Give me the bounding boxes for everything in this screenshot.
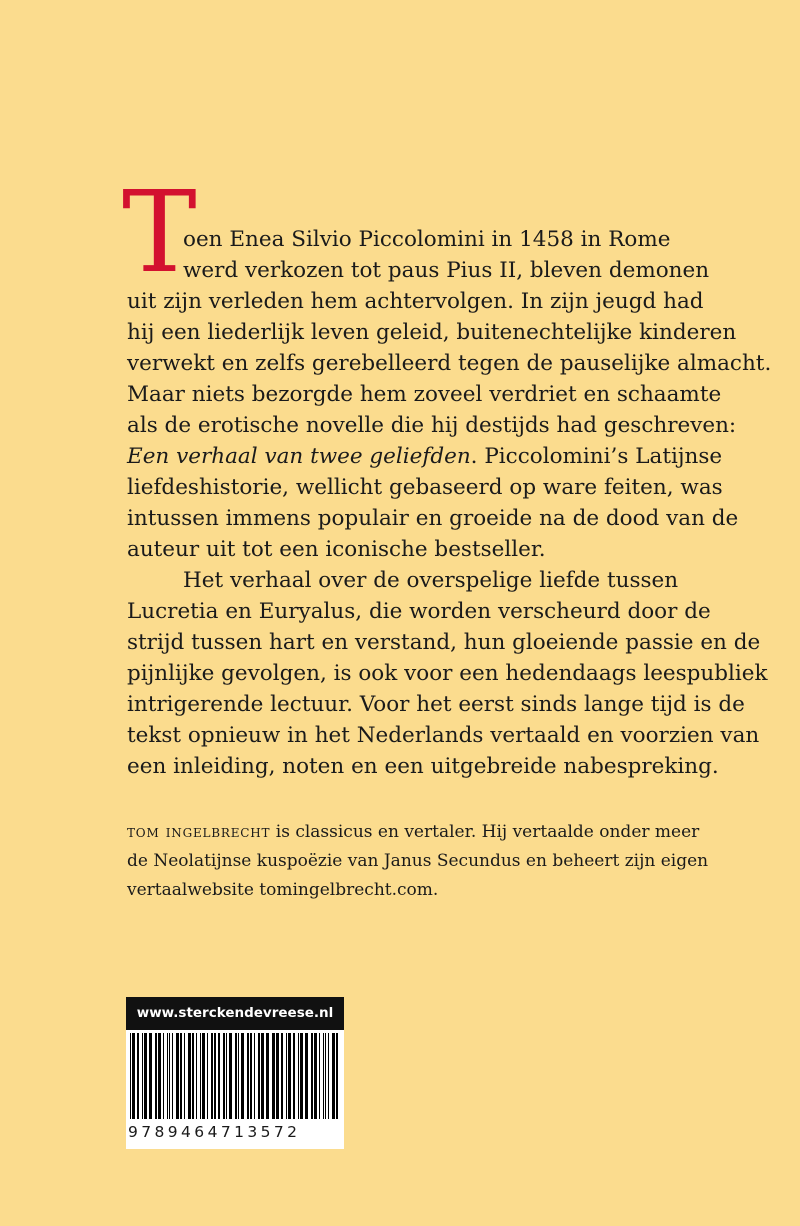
barcode-bar	[172, 1033, 173, 1119]
barcode-bar	[158, 1033, 161, 1119]
barcode-bars	[126, 1033, 344, 1121]
barcode-bar	[188, 1033, 191, 1119]
barcode-bar	[241, 1033, 244, 1119]
blurb-line: oen Enea Silvio Piccolomini in 1458 in Rome	[183, 227, 671, 252]
barcode-bar	[132, 1033, 135, 1119]
barcode-bar	[238, 1033, 239, 1119]
blurb-line: uit zijn verleden hem achtervolgen. In zijn jeugd had	[127, 289, 704, 314]
barcode-bar	[192, 1033, 194, 1119]
barcode-bar	[211, 1033, 213, 1119]
barcode-bar	[298, 1033, 299, 1119]
blurb-line: een inleiding, noten en een uitgebreide nabespreking.	[127, 754, 719, 779]
barcode-bar	[167, 1033, 168, 1119]
barcode-bar	[286, 1033, 287, 1119]
barcode-bar	[169, 1033, 170, 1119]
barcode-bar	[130, 1033, 131, 1119]
barcode-bar	[200, 1033, 201, 1119]
barcode-bar	[207, 1033, 208, 1119]
barcode-bar	[250, 1033, 252, 1119]
barcode-bar	[218, 1033, 220, 1119]
blurb-line: verwekt en zelfs gerebelleerd tegen de pauselijke almacht.	[127, 351, 772, 376]
blurb-line-rest: . Piccolomini’s Latijnse	[470, 444, 723, 469]
barcode-bar	[336, 1033, 338, 1119]
barcode-bar	[325, 1033, 326, 1119]
barcode-bar	[311, 1033, 313, 1119]
barcode-bar	[328, 1033, 329, 1119]
barcode-bar	[142, 1033, 143, 1119]
barcode-bar	[281, 1033, 283, 1119]
barcode-bar	[323, 1033, 324, 1119]
barcode-bar	[319, 1033, 320, 1119]
barcode-bar	[137, 1033, 139, 1119]
blurb-line: werd verkozen tot paus Pius II, bleven demonen	[183, 258, 710, 283]
publisher-url: www.sterckendevreese.nl	[126, 997, 344, 1030]
isbn-digits: 9789464713572	[128, 1123, 301, 1141]
drop-cap: T	[122, 168, 197, 298]
blurb-line: liefdeshistorie, wellicht gebaseerd op ware feiten, was	[127, 475, 723, 500]
blurb-line: hij een liederlijk leven geleid, buitenechtelijke kinderen	[127, 320, 737, 345]
barcode-bar	[254, 1033, 255, 1119]
barcode-bar	[247, 1033, 249, 1119]
barcode-bar	[266, 1033, 269, 1119]
barcode-bar	[149, 1033, 152, 1119]
barcode-bar	[155, 1033, 157, 1119]
barcode-bar	[144, 1033, 147, 1119]
blurb-line: tekst opnieuw in het Nederlands vertaald en voorzien van	[127, 723, 760, 748]
blurb-line: strijd tussen hart en verstand, hun gloeiende passie en de	[127, 630, 761, 655]
bio-line: vertaalwebsite tomingelbrecht.com.	[127, 880, 439, 900]
isbn-barcode	[126, 997, 344, 1149]
barcode-bar	[235, 1033, 237, 1119]
barcode-bar	[314, 1033, 317, 1119]
blurb-line: als de erotische novelle die hij destijds had geschreven:	[127, 413, 737, 438]
barcode-bar	[276, 1033, 279, 1119]
blurb-line: Maar niets bezorgde hem zoveel verdriet en schaamte	[127, 382, 722, 407]
blurb-line: pijnlijke gevolgen, is ook voor een hedendaags leespubliek	[127, 661, 768, 686]
barcode-bar	[272, 1033, 275, 1119]
barcode-bar	[332, 1033, 335, 1119]
blurb-line	[127, 442, 722, 472]
barcode-bar	[196, 1033, 197, 1119]
blurb-line: intrigerende lectuur. Voor het eerst sinds lange tijd is de	[127, 692, 745, 717]
blurb-line: intussen immens populair en groeide na de dood van de	[127, 506, 739, 531]
bio-line	[127, 819, 699, 845]
barcode-bar	[180, 1033, 182, 1119]
barcode-bar	[261, 1033, 264, 1119]
barcode-bar	[229, 1033, 232, 1119]
author-name: tom ingelbrecht	[127, 822, 271, 842]
barcode-bar	[305, 1033, 308, 1119]
book-title-italic: Een verhaal van twee geliefden	[127, 444, 471, 469]
blurb-line: auteur uit tot een iconische bestseller.	[127, 537, 546, 562]
blurb-line: Het verhaal over de overspelige liefde tussen	[183, 568, 679, 593]
barcode-bar	[176, 1033, 179, 1119]
bio-line: de Neolatijnse kuspoëzie van Janus Secundus en beheert zijn eigen	[127, 851, 709, 871]
barcode-bar	[184, 1033, 185, 1119]
barcode-bar	[300, 1033, 303, 1119]
barcode-bar	[163, 1033, 164, 1119]
bio-line-rest: is classicus en vertaler. Hij vertaalde onder meer	[270, 822, 700, 842]
barcode-bar	[214, 1033, 216, 1119]
barcode-bar	[258, 1033, 260, 1119]
barcode-bar	[288, 1033, 291, 1119]
barcode-bar	[226, 1033, 227, 1119]
blurb-line: Lucretia en Euryalus, die worden verscheurd door de	[127, 599, 711, 624]
barcode-bar	[223, 1033, 225, 1119]
barcode-bar	[202, 1033, 205, 1119]
barcode-bar	[293, 1033, 295, 1119]
